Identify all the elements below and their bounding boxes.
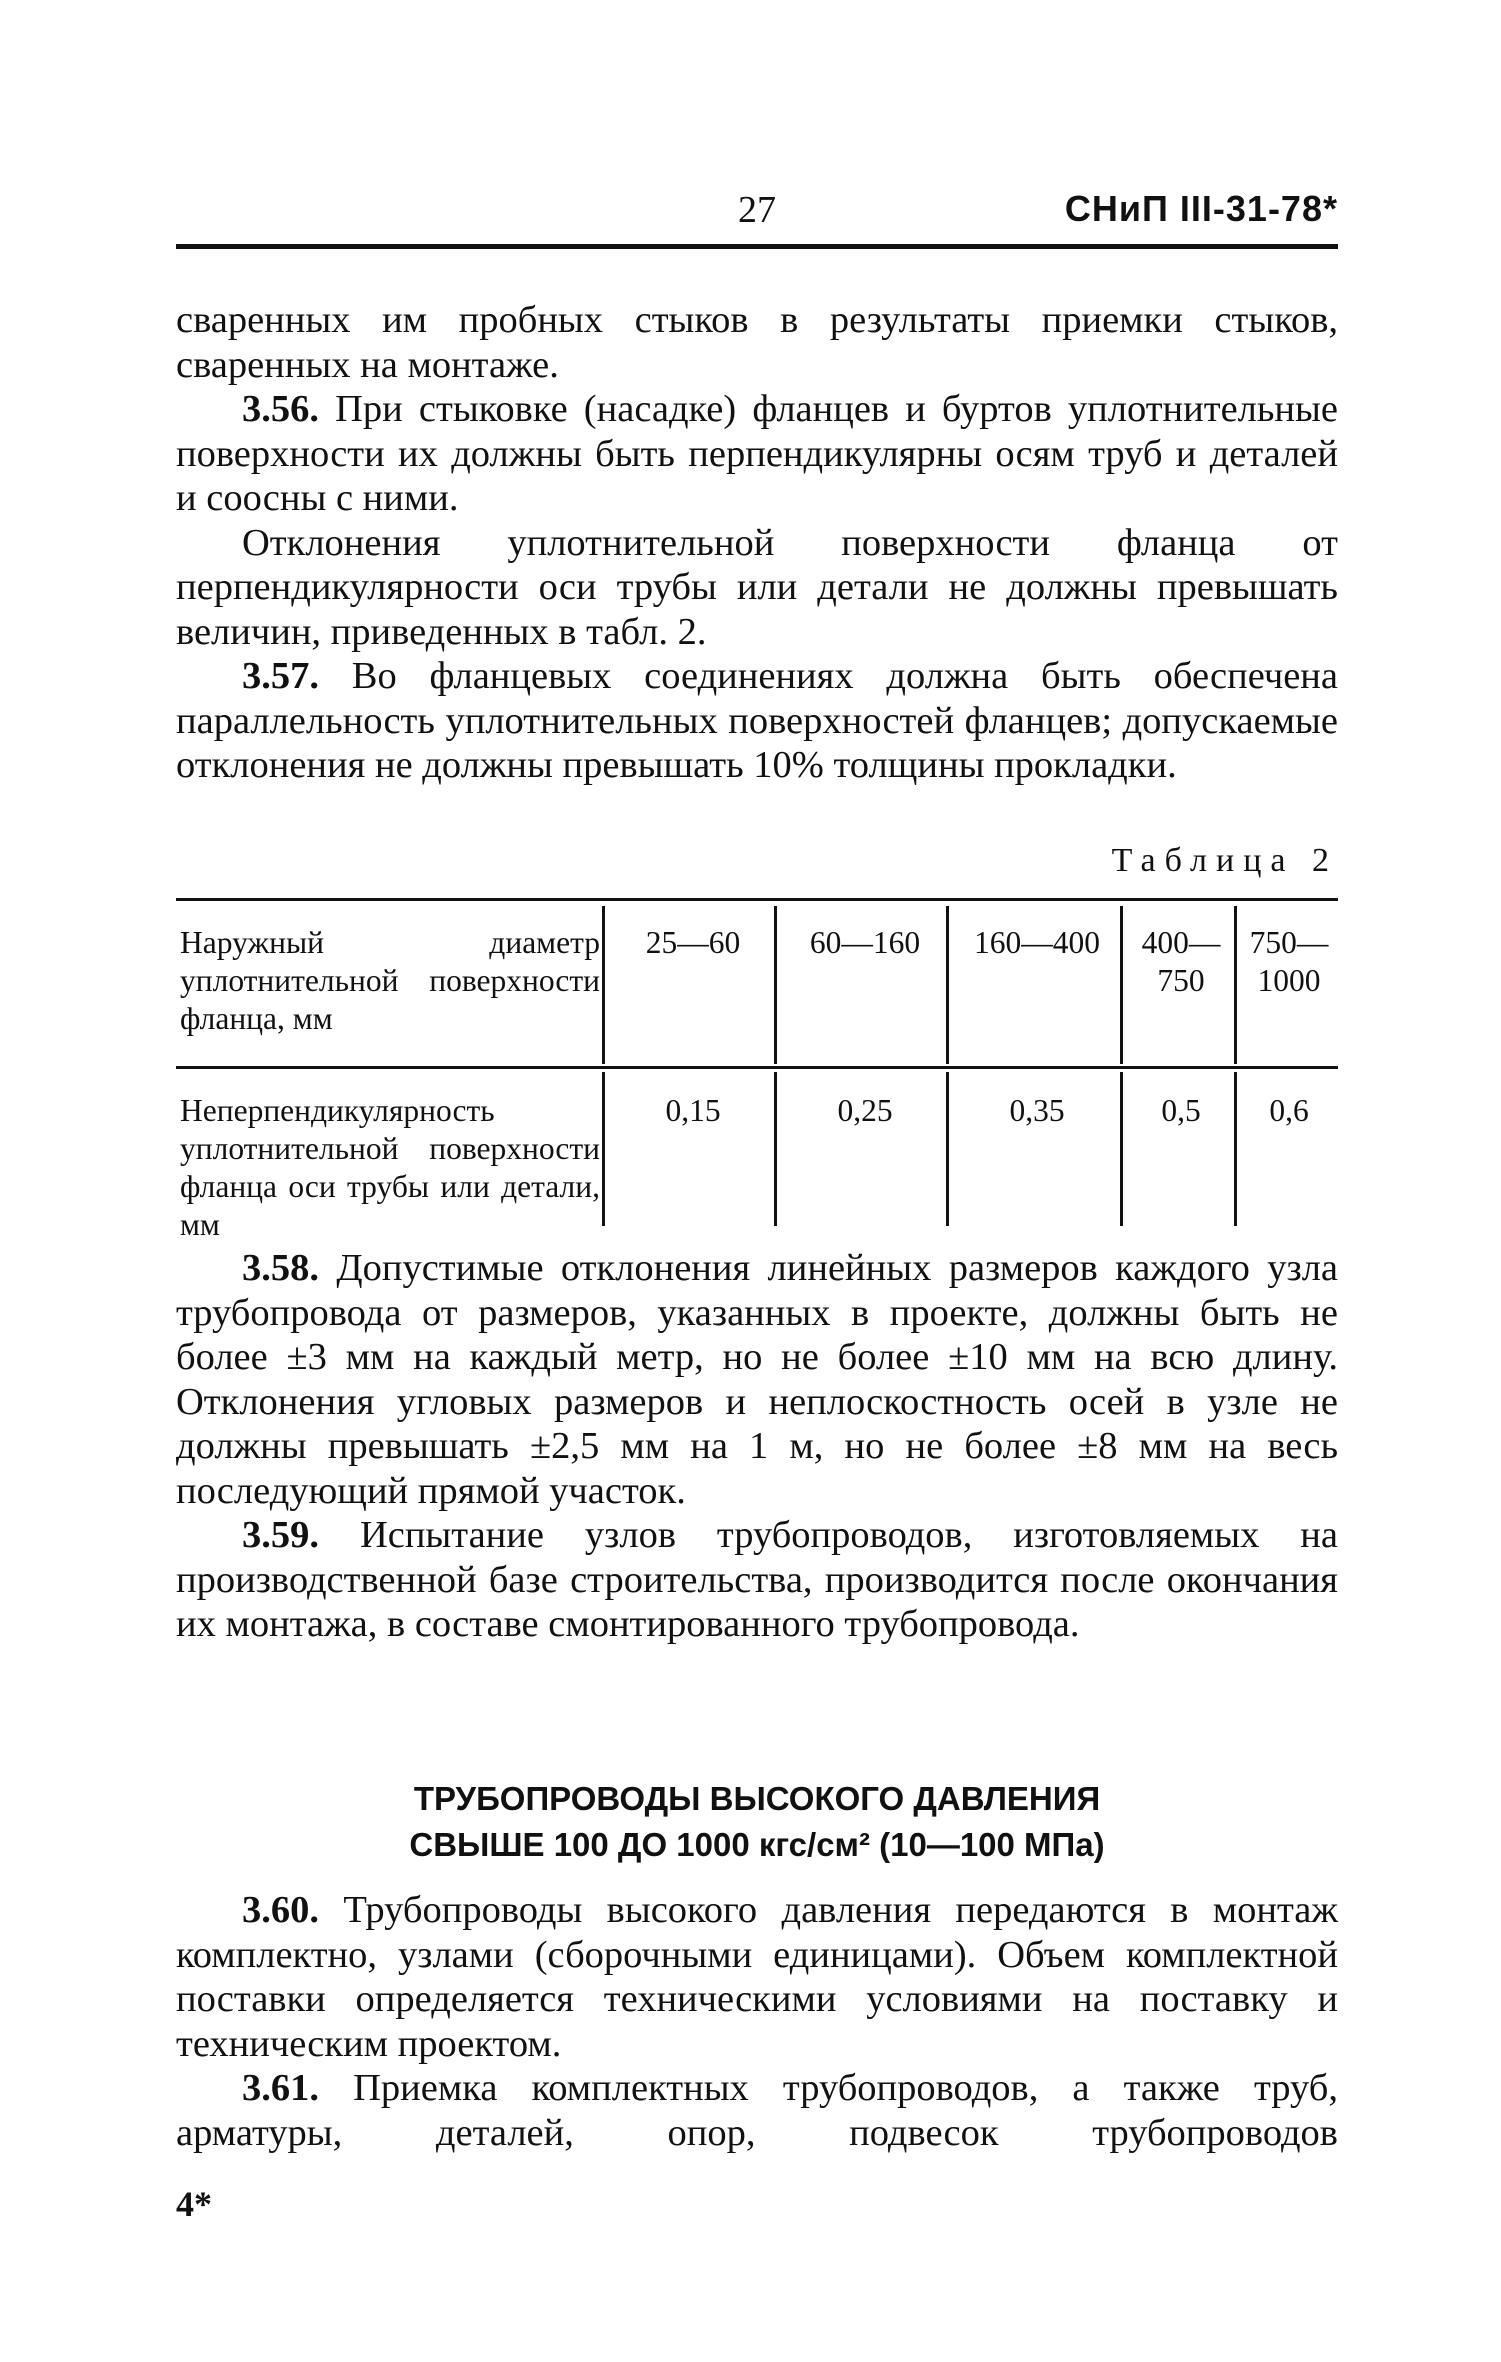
table-middle-rule — [176, 1066, 1338, 1069]
table-divider — [602, 906, 605, 1064]
table-divider — [774, 1072, 777, 1226]
table-row-diameter — [176, 906, 1338, 1064]
paragraph-text: Допустимые отклонения линейных размеров каждого узла трубопровода от размеров, указанных в проекте, должны быть не более ±3 мм на каждый метр, но не более ±10 мм на всю длину. Отклонения угловых размеров и неплоскостность осей в узле не должны превышать ±2,5 мм на 1 м, но не более ±8 мм на весь последующий прямой участок. — [176, 1247, 1339, 1512]
paragraph-3-61 — [176, 2066, 1338, 2155]
section-title-line: СВЫШЕ 100 ДО 1000 кгс/см² (10—100 МПа) — [409, 1826, 1105, 1863]
page-number: 27 — [738, 189, 776, 231]
paragraph-3-56 — [176, 387, 1338, 521]
paragraph-3-59 — [176, 1513, 1338, 1647]
row-label-diameter: Наружный диаметр уплотнительной поверхности фланца, мм — [180, 925, 600, 1036]
table-caption: Таблица 2 — [1111, 842, 1338, 879]
table-top-rule — [176, 898, 1338, 901]
paragraph-3-60 — [176, 1888, 1338, 2066]
text-block-middle — [176, 1246, 1338, 1647]
paragraph-continuation: сваренных им пробных стыков в результаты приемки стыков, сваренных на монтаже. — [176, 299, 1338, 386]
table-cell: 0,35 — [1009, 1093, 1065, 1128]
signature-mark: 4* — [176, 2184, 212, 2224]
table-divider — [602, 1072, 605, 1226]
paragraph-number: 3.61. — [242, 2067, 319, 2109]
text-block-lower — [176, 1888, 1338, 2155]
table-row-deviation — [176, 1070, 1338, 1242]
table-cell: 160—400 — [974, 925, 1100, 960]
document-code: СНиП III-31-78* — [1064, 188, 1338, 229]
table-cell: 0,25 — [837, 1093, 893, 1128]
section-title-line: ТРУБОПРОВОДЫ ВЫСОКОГО ДАВЛЕНИЯ — [413, 1780, 1101, 1817]
paragraph-number: 3.57. — [242, 655, 319, 697]
paragraph-3-58 — [176, 1246, 1338, 1513]
table-cell: 0,15 — [665, 1093, 721, 1128]
table-cell: 0,5 — [1161, 1093, 1201, 1128]
table-divider — [774, 906, 777, 1064]
paragraph-3-56-b: Отклонения уплотнительной поверхности фланца от перпендикулярности оси трубы или детали не должны превышать величин, приведенных в табл. 2. — [176, 521, 1338, 653]
paragraph-number: 3.56. — [242, 388, 319, 430]
table-cell: 25—60 — [645, 925, 741, 960]
table-divider — [946, 906, 949, 1064]
page-header — [178, 188, 1338, 238]
table-cell: 400—750 — [1141, 925, 1221, 998]
table-divider — [1234, 906, 1237, 1064]
paragraph-number: 3.58. — [242, 1247, 319, 1289]
section-title — [176, 1776, 1338, 1868]
paragraph-text: Во фланцевых соединениях должна быть обеспечена параллельность уплотнительных поверхностей фланцев; допускаемые отклонения не должны превышать 10% толщины прокладки. — [176, 655, 1339, 786]
table-divider — [946, 1072, 949, 1226]
table-cell: 750—1000 — [1249, 925, 1329, 998]
table-divider — [1120, 906, 1123, 1064]
row-label-deviation: Неперпендикулярность уплотнительной поверхности фланца оси трубы или детали, мм — [180, 1093, 600, 1242]
table-divider — [1234, 1072, 1237, 1226]
paragraph-text: При стыковке (насадке) фланцев и буртов уплотнительные поверхности их должны быть перпендикулярны осям труб и деталей и соосны с ними. — [176, 388, 1338, 519]
table-divider — [1120, 1072, 1123, 1226]
paragraph-3-57 — [176, 654, 1338, 788]
text-block-upper — [176, 298, 1338, 788]
paragraph-number: 3.59. — [242, 1514, 319, 1556]
header-rule — [176, 244, 1338, 249]
paragraph-text: Трубопроводы высокого давления передаются в монтаж комплектно, узлами (сборочными единицами). Объем комплектной поставки определяется техническими условиями на поставку и техническим проектом. — [176, 1889, 1338, 2065]
paragraph-number: 3.60. — [242, 1889, 319, 1931]
paragraph-text: Приемка комплектных трубопроводов, а также труб, арматуры, деталей, опор, подвесок трубопроводов — [176, 2067, 1338, 2154]
table-cell: 60—160 — [809, 925, 921, 960]
table-cell: 0,6 — [1269, 1093, 1309, 1128]
paragraph-text: Испытание узлов трубопроводов, изготовляемых на производственной базе строительства, производится после окончания их монтажа, в составе смонтированного трубопровода. — [176, 1514, 1339, 1645]
